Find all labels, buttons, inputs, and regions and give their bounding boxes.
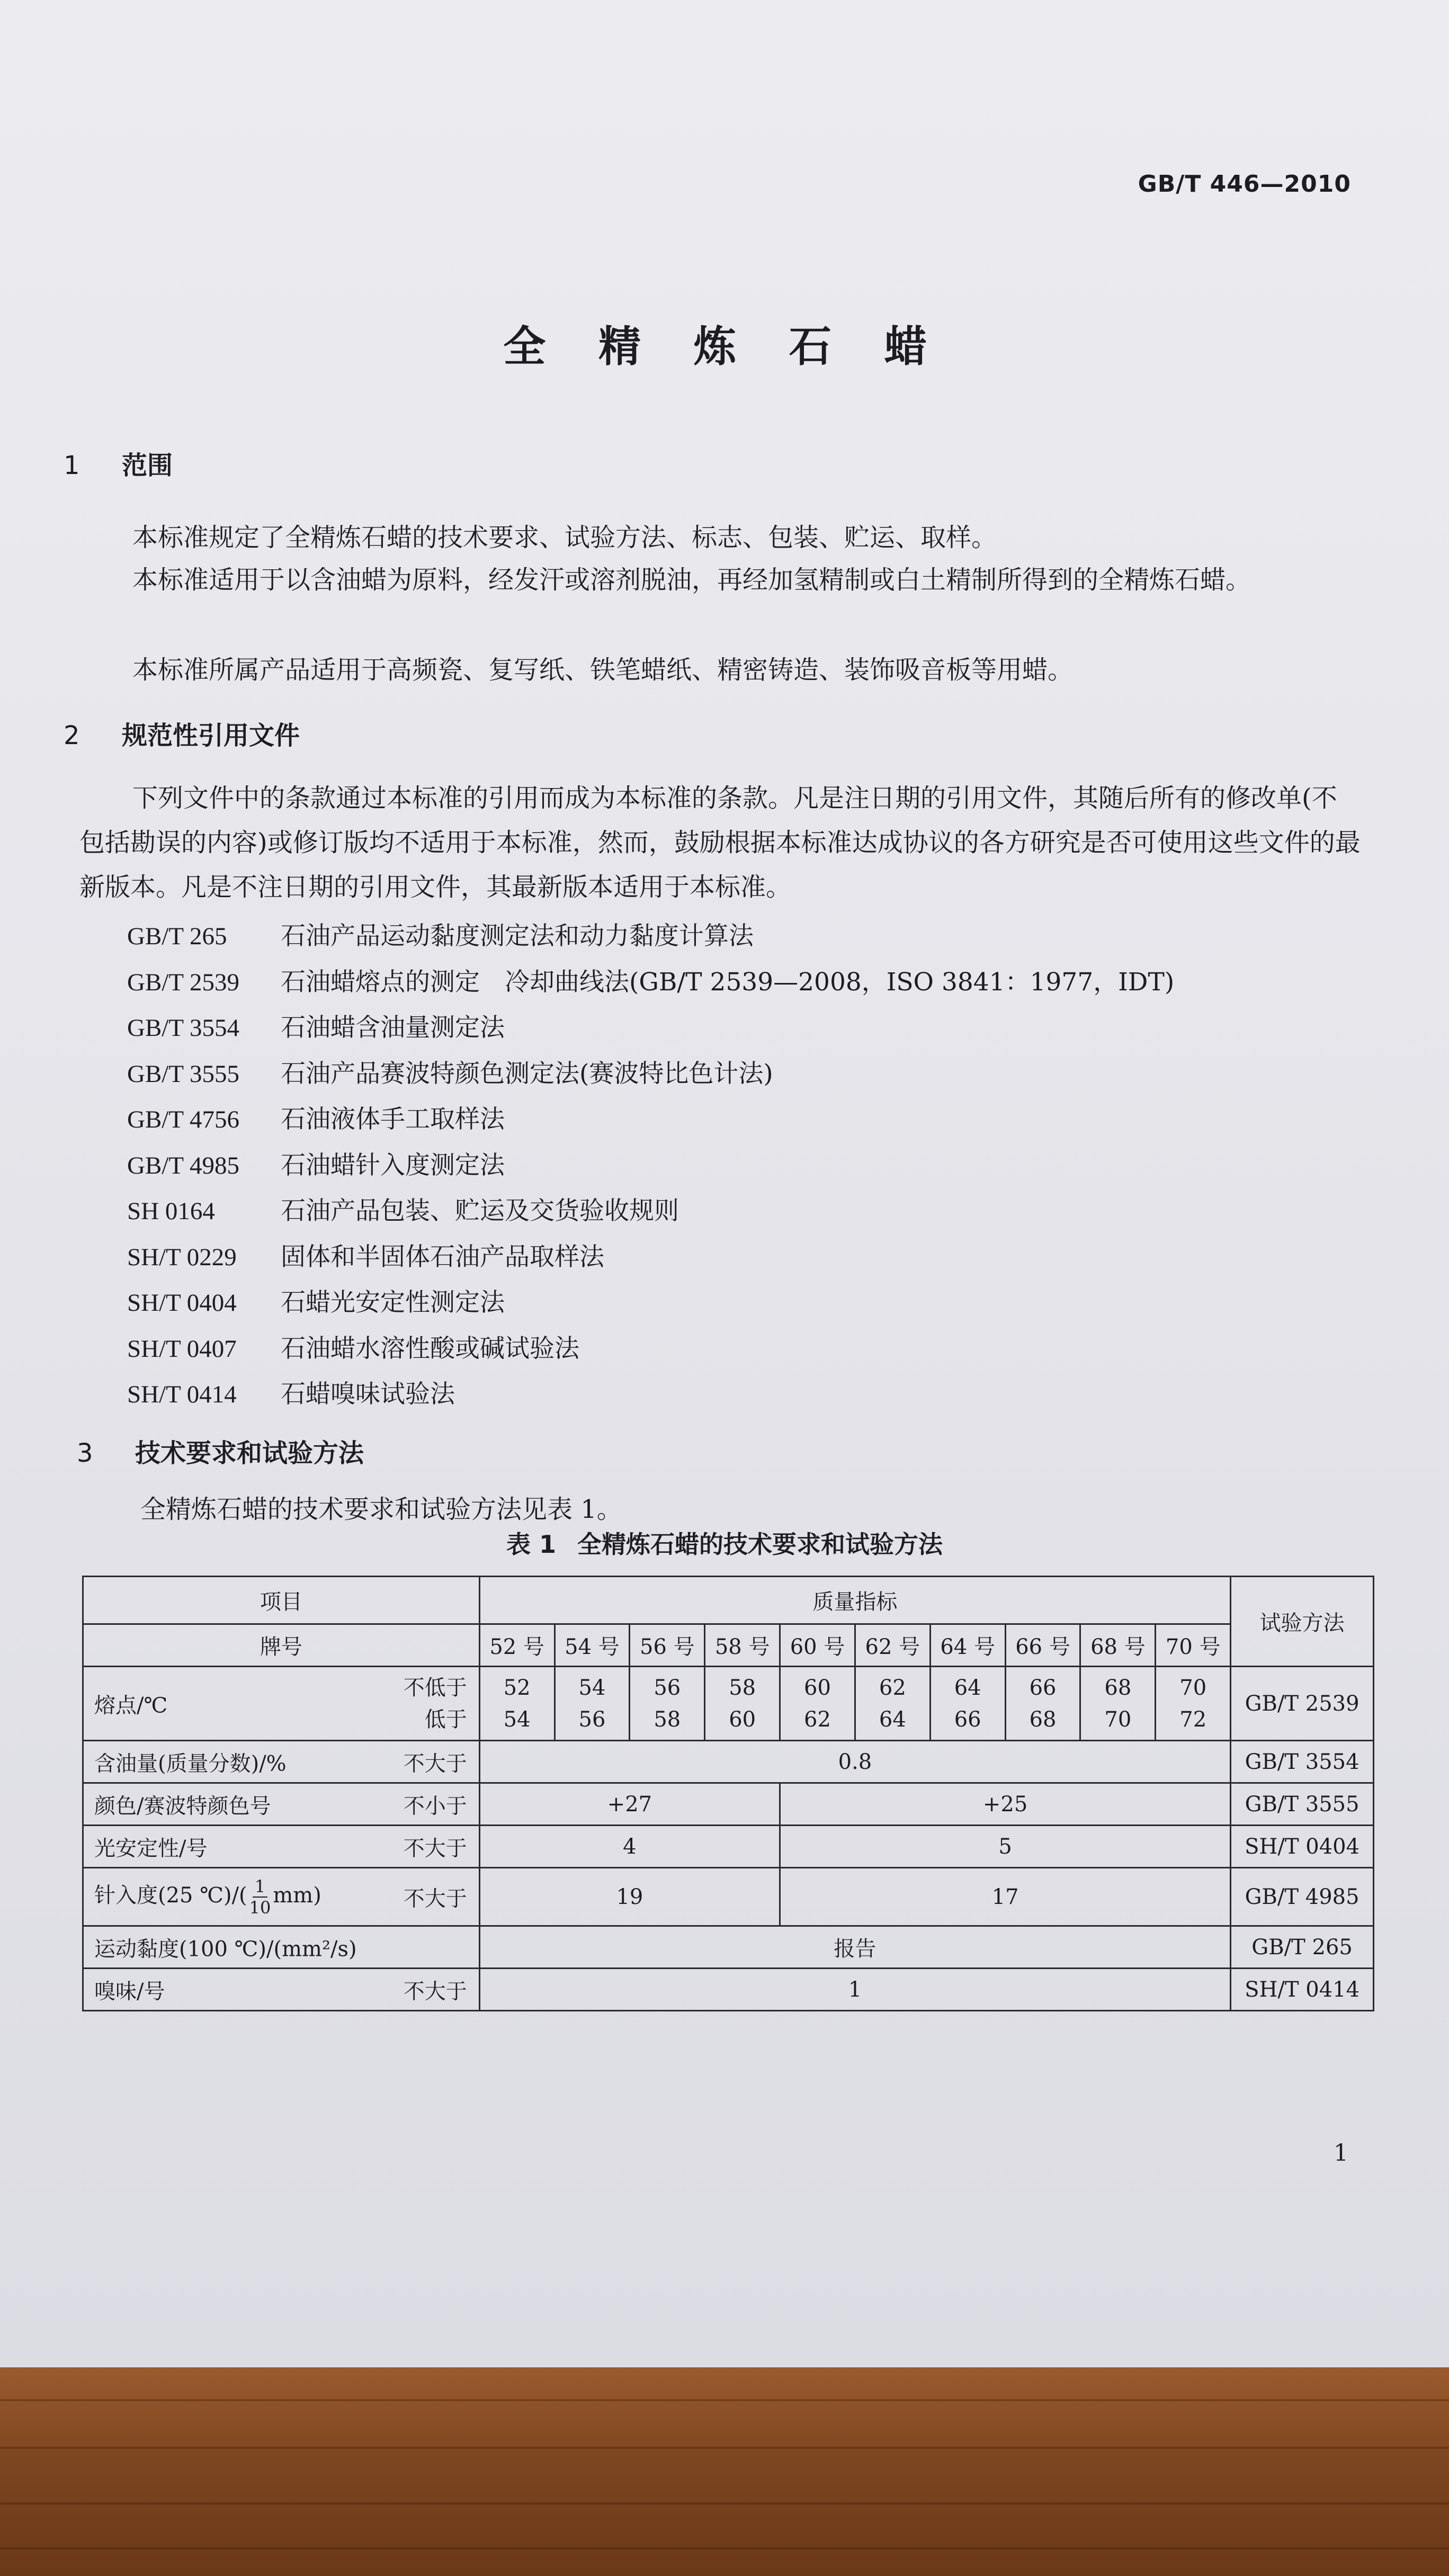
reference-code: SH/T 0414 bbox=[127, 1381, 237, 1408]
penetration-method: GB/T 4985 bbox=[1231, 1868, 1374, 1926]
section-3-paragraph: 全精炼石蜡的技术要求和试验方法见表 1。 bbox=[140, 1495, 622, 1524]
grade-cell: 56 号 bbox=[630, 1624, 705, 1667]
melting-cell: 54 56 bbox=[554, 1667, 630, 1741]
section-2-title: 规范性引用文件 bbox=[122, 721, 300, 750]
section-1-paragraph-2: 本标准适用于以含油蜡为原料，经发汗或溶剂脱油，再经加氢精制或白土精制所得到的全精炼石蜡。 bbox=[132, 565, 1251, 595]
light-stability-row bbox=[83, 1826, 1374, 1868]
table-number: 表 1 bbox=[506, 1530, 557, 1559]
reference-item bbox=[127, 960, 1174, 1006]
grade-cell: 60 号 bbox=[780, 1624, 855, 1667]
reference-code: GB/T 3554 bbox=[127, 1014, 239, 1042]
melting-point-label bbox=[83, 1667, 480, 1741]
reference-code: SH/T 0407 bbox=[127, 1335, 237, 1363]
reference-title: 石蜡嗅味试验法 bbox=[281, 1380, 455, 1409]
section-1-paragraph-3: 本标准所属产品适用于高频瓷、复写纸、铁笔蜡纸、精密铸造、装饰吸音板等用蜡。 bbox=[132, 655, 1074, 685]
table-header-row bbox=[83, 1577, 1374, 1624]
melting-min-label: 不低于 bbox=[403, 1675, 467, 1700]
light-method: SH/T 0404 bbox=[1231, 1826, 1374, 1868]
section-1-paragraph-1: 本标准规定了全精炼石蜡的技术要求、试验方法、标志、包装、贮运、取样。 bbox=[132, 523, 997, 552]
grade-cell: 62 号 bbox=[855, 1624, 930, 1667]
document-title: 全 精 炼 石 蜡 bbox=[503, 322, 946, 371]
section-1-title: 范围 bbox=[122, 451, 173, 480]
header-item: 项目 bbox=[83, 1577, 480, 1624]
table-grade-row bbox=[83, 1624, 1374, 1667]
reference-item bbox=[127, 1188, 1174, 1235]
light-value-a: 4 bbox=[479, 1826, 780, 1868]
reference-title: 石油液体手工取样法 bbox=[281, 1105, 505, 1134]
reference-title: 石油蜡熔点的测定 冷却曲线法(GB/T 2539—2008，ISO 3841：1977，IDT) bbox=[281, 967, 1175, 997]
melting-cell: 66 68 bbox=[1005, 1667, 1080, 1741]
reference-code: SH 0164 bbox=[127, 1197, 215, 1225]
penetration-row bbox=[83, 1868, 1374, 1926]
viscosity-label: 运动黏度(100 ℃)/(mm²/s) bbox=[83, 1926, 480, 1969]
melting-cell: 62 64 bbox=[855, 1667, 930, 1741]
melting-max-label: 低于 bbox=[424, 1707, 467, 1732]
section-1-heading bbox=[64, 445, 173, 481]
section-1-number: 1 bbox=[64, 451, 80, 480]
table-caption bbox=[0, 1525, 1449, 1560]
reference-code: SH/T 0229 bbox=[127, 1243, 237, 1271]
reference-item bbox=[127, 1143, 1174, 1189]
oil-content-method: GB/T 3554 bbox=[1231, 1741, 1374, 1783]
odor-row bbox=[83, 1969, 1374, 2011]
grade-cell: 66 号 bbox=[1005, 1624, 1080, 1667]
standard-number: GB/T 446—2010 bbox=[1138, 171, 1351, 198]
section-2-heading bbox=[64, 715, 300, 752]
odor-method: SH/T 0414 bbox=[1231, 1969, 1374, 2011]
reference-title: 石油蜡针入度测定法 bbox=[281, 1150, 505, 1180]
melting-cell: 70 72 bbox=[1156, 1667, 1231, 1741]
melting-method: GB/T 2539 bbox=[1231, 1667, 1374, 1741]
melting-cell: 58 60 bbox=[705, 1667, 780, 1741]
header-grade: 牌号 bbox=[83, 1624, 480, 1667]
grade-cell: 58 号 bbox=[705, 1624, 780, 1667]
melting-cell: 64 66 bbox=[930, 1667, 1005, 1741]
grade-cell: 70 号 bbox=[1156, 1624, 1231, 1667]
light-value-b: 5 bbox=[780, 1826, 1231, 1868]
reference-item bbox=[127, 1326, 1174, 1372]
melting-point-name: 熔点/℃ bbox=[94, 1693, 168, 1718]
oil-content-row bbox=[83, 1741, 1374, 1783]
section-3-title: 技术要求和试验方法 bbox=[135, 1438, 364, 1468]
reference-code: GB/T 2539 bbox=[127, 968, 239, 996]
light-stability-label: 光安定性/号 不大于 bbox=[83, 1826, 480, 1868]
section-2-number: 2 bbox=[64, 721, 80, 750]
melting-cell: 52 54 bbox=[479, 1667, 554, 1741]
viscosity-row bbox=[83, 1926, 1374, 1969]
page-number: 1 bbox=[1334, 2140, 1348, 2167]
melting-cell: 68 70 bbox=[1080, 1667, 1156, 1741]
odor-label: 嗅味/号 不大于 bbox=[83, 1969, 480, 2011]
odor-value: 1 bbox=[479, 1969, 1230, 2011]
wooden-desk-surface bbox=[0, 2367, 1449, 2576]
fraction: $\frac{1}{10}$ bbox=[249, 1876, 271, 1918]
reference-code: GB/T 4985 bbox=[127, 1151, 239, 1179]
reference-title: 石油产品赛波特颜色测定法(赛波特比色计法) bbox=[281, 1059, 773, 1088]
viscosity-value: 报告 bbox=[479, 1926, 1230, 1969]
reference-title: 石蜡光安定性测定法 bbox=[281, 1288, 505, 1317]
reference-code: GB/T 3555 bbox=[127, 1060, 239, 1088]
header-quality: 质量指标 bbox=[479, 1577, 1230, 1624]
header-method: 试验方法 bbox=[1231, 1577, 1374, 1667]
table-title: 全精炼石蜡的技术要求和试验方法 bbox=[577, 1530, 943, 1559]
reference-item bbox=[127, 1051, 1174, 1097]
reference-code: GB/T 4756 bbox=[127, 1106, 239, 1133]
section-2-paragraph: 下列文件中的条款通过本标准的引用而成为本标准的条款。凡是注日期的引用文件，其随后所有的修改单(不包括勘误的内容)或修订版均不适用于本标准，然而，鼓励根据本标准达成协议的各方研究是否可使用这些文件的最新版本。凡是不注日期的引用文件，其最新版本适用于本标准。 bbox=[79, 783, 1361, 902]
oil-content-label: 含油量(质量分数)/% 不大于 bbox=[83, 1741, 480, 1783]
reference-list bbox=[127, 914, 1174, 1418]
spec-table bbox=[82, 1576, 1374, 2011]
reference-title: 石油产品运动黏度测定法和动力黏度计算法 bbox=[281, 922, 754, 951]
section-3-number: 3 bbox=[77, 1438, 93, 1468]
melting-cell: 56 58 bbox=[630, 1667, 705, 1741]
melting-point-row bbox=[83, 1667, 1374, 1741]
penetration-value-b: 17 bbox=[780, 1868, 1231, 1926]
reference-item bbox=[127, 1097, 1174, 1143]
color-label: 颜色/赛波特颜色号 不小于 bbox=[83, 1783, 480, 1826]
reference-title: 石油蜡水溶性酸或碱试验法 bbox=[281, 1334, 579, 1363]
grade-cell: 68 号 bbox=[1080, 1624, 1156, 1667]
color-value-b: +25 bbox=[780, 1783, 1231, 1826]
reference-code: GB/T 265 bbox=[127, 923, 227, 950]
reference-code: SH/T 0404 bbox=[127, 1289, 237, 1317]
reference-item bbox=[127, 1005, 1174, 1051]
penetration-label: 针入度(25 ℃)/( $\frac{1}{10}$ mm) 不大于 bbox=[83, 1868, 480, 1926]
penetration-value-a: 19 bbox=[479, 1868, 780, 1926]
grade-cell: 52 号 bbox=[479, 1624, 554, 1667]
reference-title: 石油蜡含油量测定法 bbox=[281, 1013, 505, 1042]
section-3-heading bbox=[77, 1433, 364, 1469]
reference-item bbox=[127, 1235, 1174, 1281]
color-row bbox=[83, 1783, 1374, 1826]
reference-title: 固体和半固体石油产品取样法 bbox=[281, 1242, 604, 1272]
reference-item bbox=[127, 1280, 1174, 1326]
reference-item bbox=[127, 1372, 1174, 1418]
viscosity-method: GB/T 265 bbox=[1231, 1926, 1374, 1969]
grade-cell: 64 号 bbox=[930, 1624, 1005, 1667]
reference-item bbox=[127, 914, 1174, 960]
color-method: GB/T 3555 bbox=[1231, 1783, 1374, 1826]
melting-cell: 60 62 bbox=[780, 1667, 855, 1741]
color-value-a: +27 bbox=[479, 1783, 780, 1826]
oil-content-value: 0.8 bbox=[479, 1741, 1230, 1783]
reference-title: 石油产品包装、贮运及交货验收规则 bbox=[281, 1196, 679, 1226]
grade-cell: 54 号 bbox=[554, 1624, 630, 1667]
